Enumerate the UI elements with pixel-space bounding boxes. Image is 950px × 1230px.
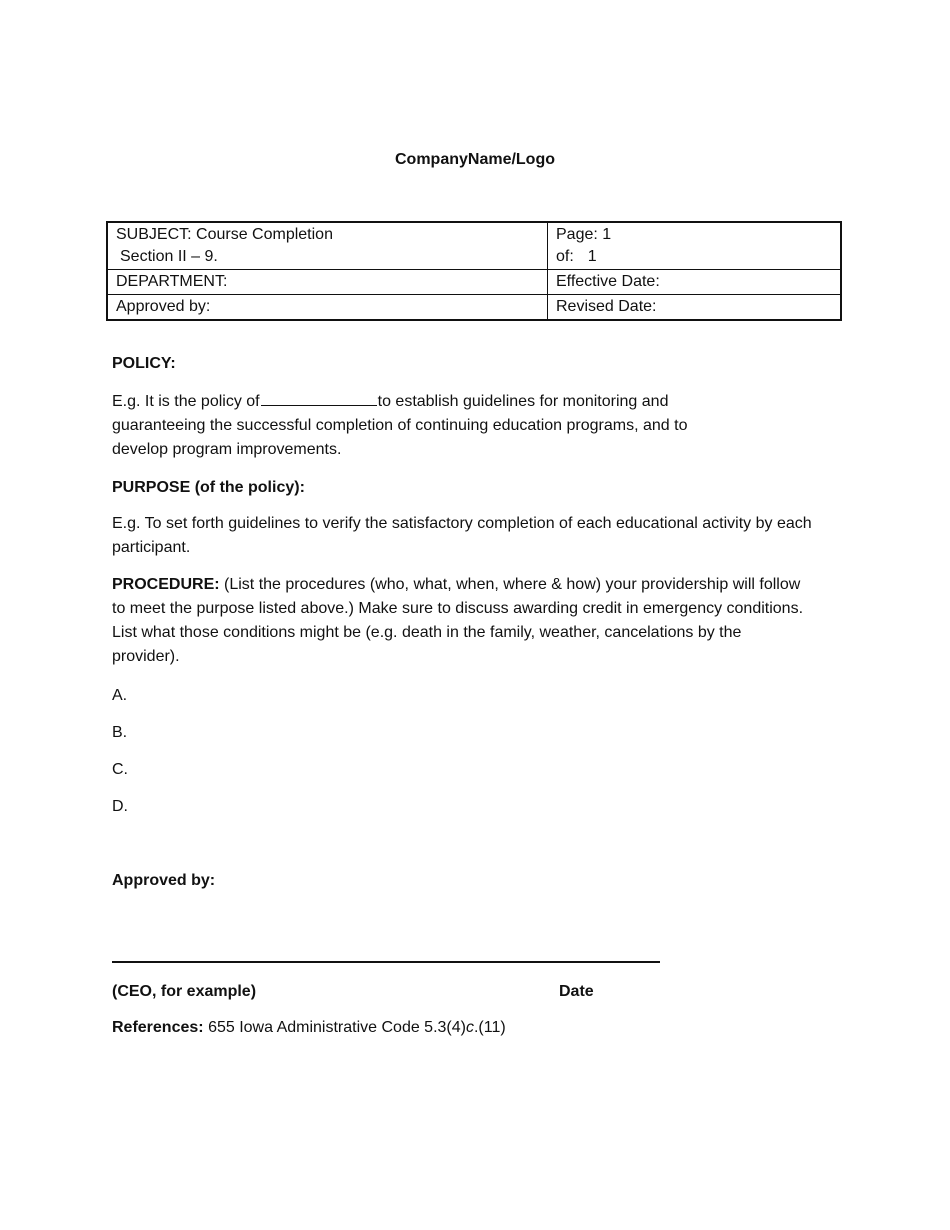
references-italic: c (465, 1019, 474, 1036)
page-cell (548, 222, 842, 270)
procedure-item-b: B. (112, 724, 128, 741)
policy-line-3: develop program improvements. (112, 441, 342, 458)
policy-line-1 (112, 390, 832, 414)
references-label: References: (112, 1019, 204, 1036)
procedure-item-c: C. (112, 761, 128, 778)
revised-date-cell: Revised Date: (548, 295, 842, 321)
policy-text-after: to establish guidelines for monitoring and (377, 393, 669, 410)
procedure-item-d: D. (112, 798, 128, 815)
approved-by-heading: Approved by: (112, 872, 216, 889)
policy-header-table (106, 221, 842, 321)
table-row (107, 295, 841, 321)
page-label: Page: 1 (556, 226, 612, 243)
procedure-text: (List the procedures (who, what, when, where & how) your providership will follow to meet the purpose listed above.) Make sure to discuss awarding credit in emergency conditions. List what those conditions might be (e.g. death in the family, weather, cancelations by the provider). (112, 576, 804, 665)
of-label: of: (556, 248, 574, 265)
procedure-item-a: A. (112, 687, 128, 704)
references-suffix: .(11) (473, 1019, 506, 1036)
section-label: Section II – 9. (120, 248, 218, 265)
page-of (556, 246, 832, 268)
table-row (107, 222, 841, 270)
purpose-text: E.g. To set forth guidelines to verify the satisfactory completion of each educational activity by each participant. (112, 515, 812, 556)
purpose-heading: PURPOSE (of the policy): (112, 479, 305, 496)
references-text: 655 Iowa Administrative Code 5.3(4) (208, 1019, 466, 1036)
of-value: 1 (587, 248, 597, 265)
policy-blank-line (261, 390, 377, 406)
subject-cell (107, 222, 548, 270)
procedure-heading: PROCEDURE: (112, 576, 220, 593)
subject-label: SUBJECT: Course Completion (116, 226, 333, 243)
policy-heading: POLICY: (112, 355, 176, 372)
references (112, 1016, 832, 1040)
table-row (107, 270, 841, 295)
procedure-paragraph (112, 573, 812, 669)
policy-text-before: E.g. It is the policy of (112, 393, 260, 410)
company-name-logo: CompanyName/Logo (394, 151, 555, 168)
signer-label: (CEO, for example) (112, 983, 257, 1000)
signature-line (112, 961, 660, 963)
date-label: Date (559, 983, 594, 1000)
policy-text (112, 390, 832, 462)
approved-by-cell: Approved by: (107, 295, 548, 321)
department-cell: DEPARTMENT: (107, 270, 548, 295)
effective-date-cell: Effective Date: (548, 270, 842, 295)
policy-line-2: guaranteeing the successful completion of continuing education programs, and to (112, 417, 688, 434)
